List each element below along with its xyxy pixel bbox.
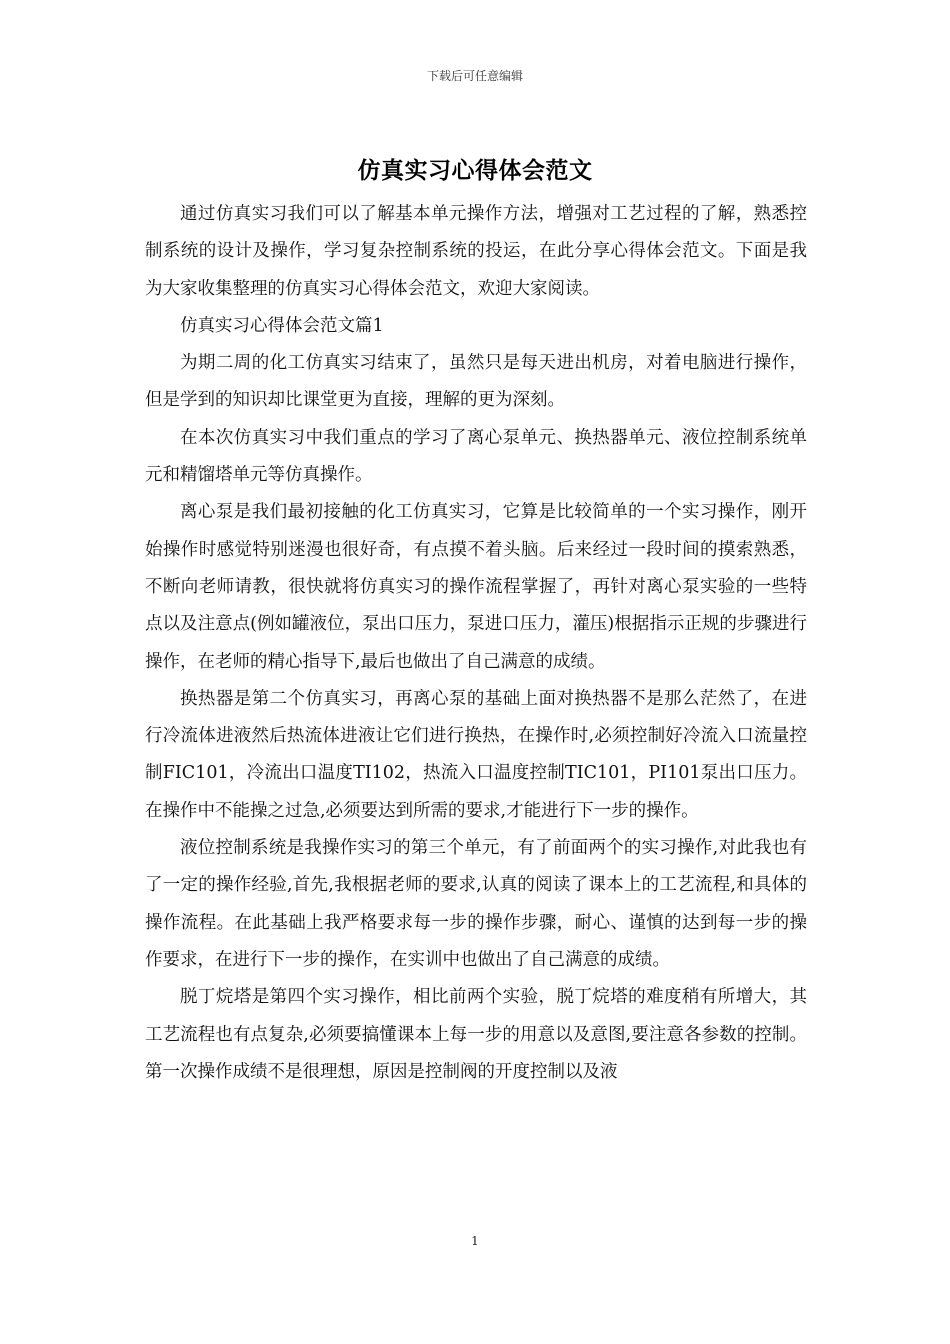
intro-paragraph: 通过仿真实习我们可以了解基本单元操作方法，增强对工艺过程的了解，熟悉控制系统的设计及操作，学习复杂控制系统的投运，在此分享心得体会范文。下面是我为大家收集整理的仿真实习心得体会范文，欢迎大家阅读。 [145,204,807,299]
body-paragraph: 脱丁烷塔是第四个实习操作，相比前两个实验，脱丁烷塔的难度稍有所增大，其工艺流程也有点复杂,必须要搞懂课本上每一步的用意以及意图,要注意各参数的控制。第一次操作成绩不是很理想，原因是控制阀的开度控制以及液 [145,987,807,1082]
body-paragraph: 液位控制系统是我操作实习的第三个单元，有了前面两个的实习操作,对此我也有了一定的操作经验,首先,我根据老师的要求,认真的阅读了课本上的工艺流程,和具体的操作流程。在此基础上我严格要求每一步的操作步骤，耐心、谨慎的达到每一步的操作要求，在进行下一步的操作，在实训中也做出了自己满意的成绩。 [145,838,807,970]
document-title: 仿真实习心得体会范文 [357,157,593,184]
header-note: 下载后可任意编辑 [426,69,523,83]
body-paragraph: 为期二周的化工仿真实习结束了，虽然只是每天进出机房，对着电脑进行操作，但是学到的知识却比课堂更为直接，理解的更为深刻。 [145,353,807,411]
section-heading: 仿真实习心得体会范文篇1 [180,315,384,336]
body-paragraph: 在本次仿真实习中我们重点的学习了离心泵单元、换热器单元、液位控制系统单元和精馏塔单元等仿真操作。 [145,427,807,486]
document-body [145,196,807,1091]
body-paragraph: 离心泵是我们最初接触的化工仿真实习，它算是比较简单的一个实习操作，刚开始操作时感觉特别迷漫也很好奇，有点摸不着头脑。后来经过一段时间的摸索熟悉，不断向老师请教，很快就将仿真实习的操作流程掌握了，再针对离心泵实验的一些特点以及注意点(例如罐液位，泵出口压力，泵进口压力，灌压)根据指示正规的步骤进行操作，在老师的精心指导下,最后也做出了自己满意的成绩。 [145,502,807,672]
body-paragraph: 换热器是第二个仿真实习，再离心泵的基础上面对换热器不是那么茫然了，在进行冷流体进液然后热流体进液让它们进行换热，在操作时,必须控制好冷流入口流量控制FIC101，冷流出口温度TI102，热流入口温度控制TIC101，PI101泵出口压力。在操作中不能操之过急,必须要达到所需的要求,才能进行下一步的操作。 [145,688,807,821]
page-number: 1 [471,1234,479,1248]
